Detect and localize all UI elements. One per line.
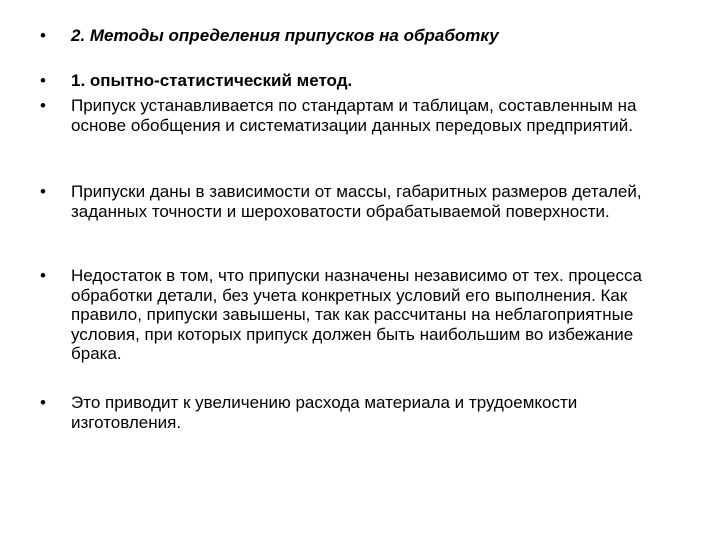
bullet-item xyxy=(40,182,680,221)
bullet-item xyxy=(40,266,680,364)
bullet-icon: • xyxy=(40,26,46,45)
method-heading: 1. опытно-статистический метод. xyxy=(71,71,353,90)
method-heading-item xyxy=(40,71,680,91)
bullet-icon: • xyxy=(40,393,46,412)
bullet-icon: • xyxy=(40,182,46,201)
bullet-item xyxy=(40,393,680,432)
bullet-text: Недостаток в том, что припуски назначены независимо от тех. процесса обработки детали, без учета конкретных условий его выполнения. Как правило, припуски завышены, так как рассчитаны на неблагоприятные условия, при которых припуск должен быть наибольшим во избежание брака. xyxy=(71,266,642,363)
bullet-text: Это приводит к увеличению расхода материала и трудоемкости изготовления. xyxy=(71,393,578,432)
slide-title-item xyxy=(40,26,680,46)
bullet-text: Припуски даны в зависимости от массы, габаритных размеров деталей, заданных точности и шероховатости обрабатываемой поверхности. xyxy=(71,182,642,221)
bullet-icon: • xyxy=(40,96,46,115)
slide-title: 2. Методы определения припусков на обработку xyxy=(71,26,499,45)
bullet-item xyxy=(40,96,680,135)
bullet-icon: • xyxy=(40,266,46,285)
bullet-icon: • xyxy=(40,71,46,90)
bullet-text: Припуск устанавливается по стандартам и таблицам, составленным на основе обобщения и систематизации данных передовых предприятий. xyxy=(71,96,637,135)
